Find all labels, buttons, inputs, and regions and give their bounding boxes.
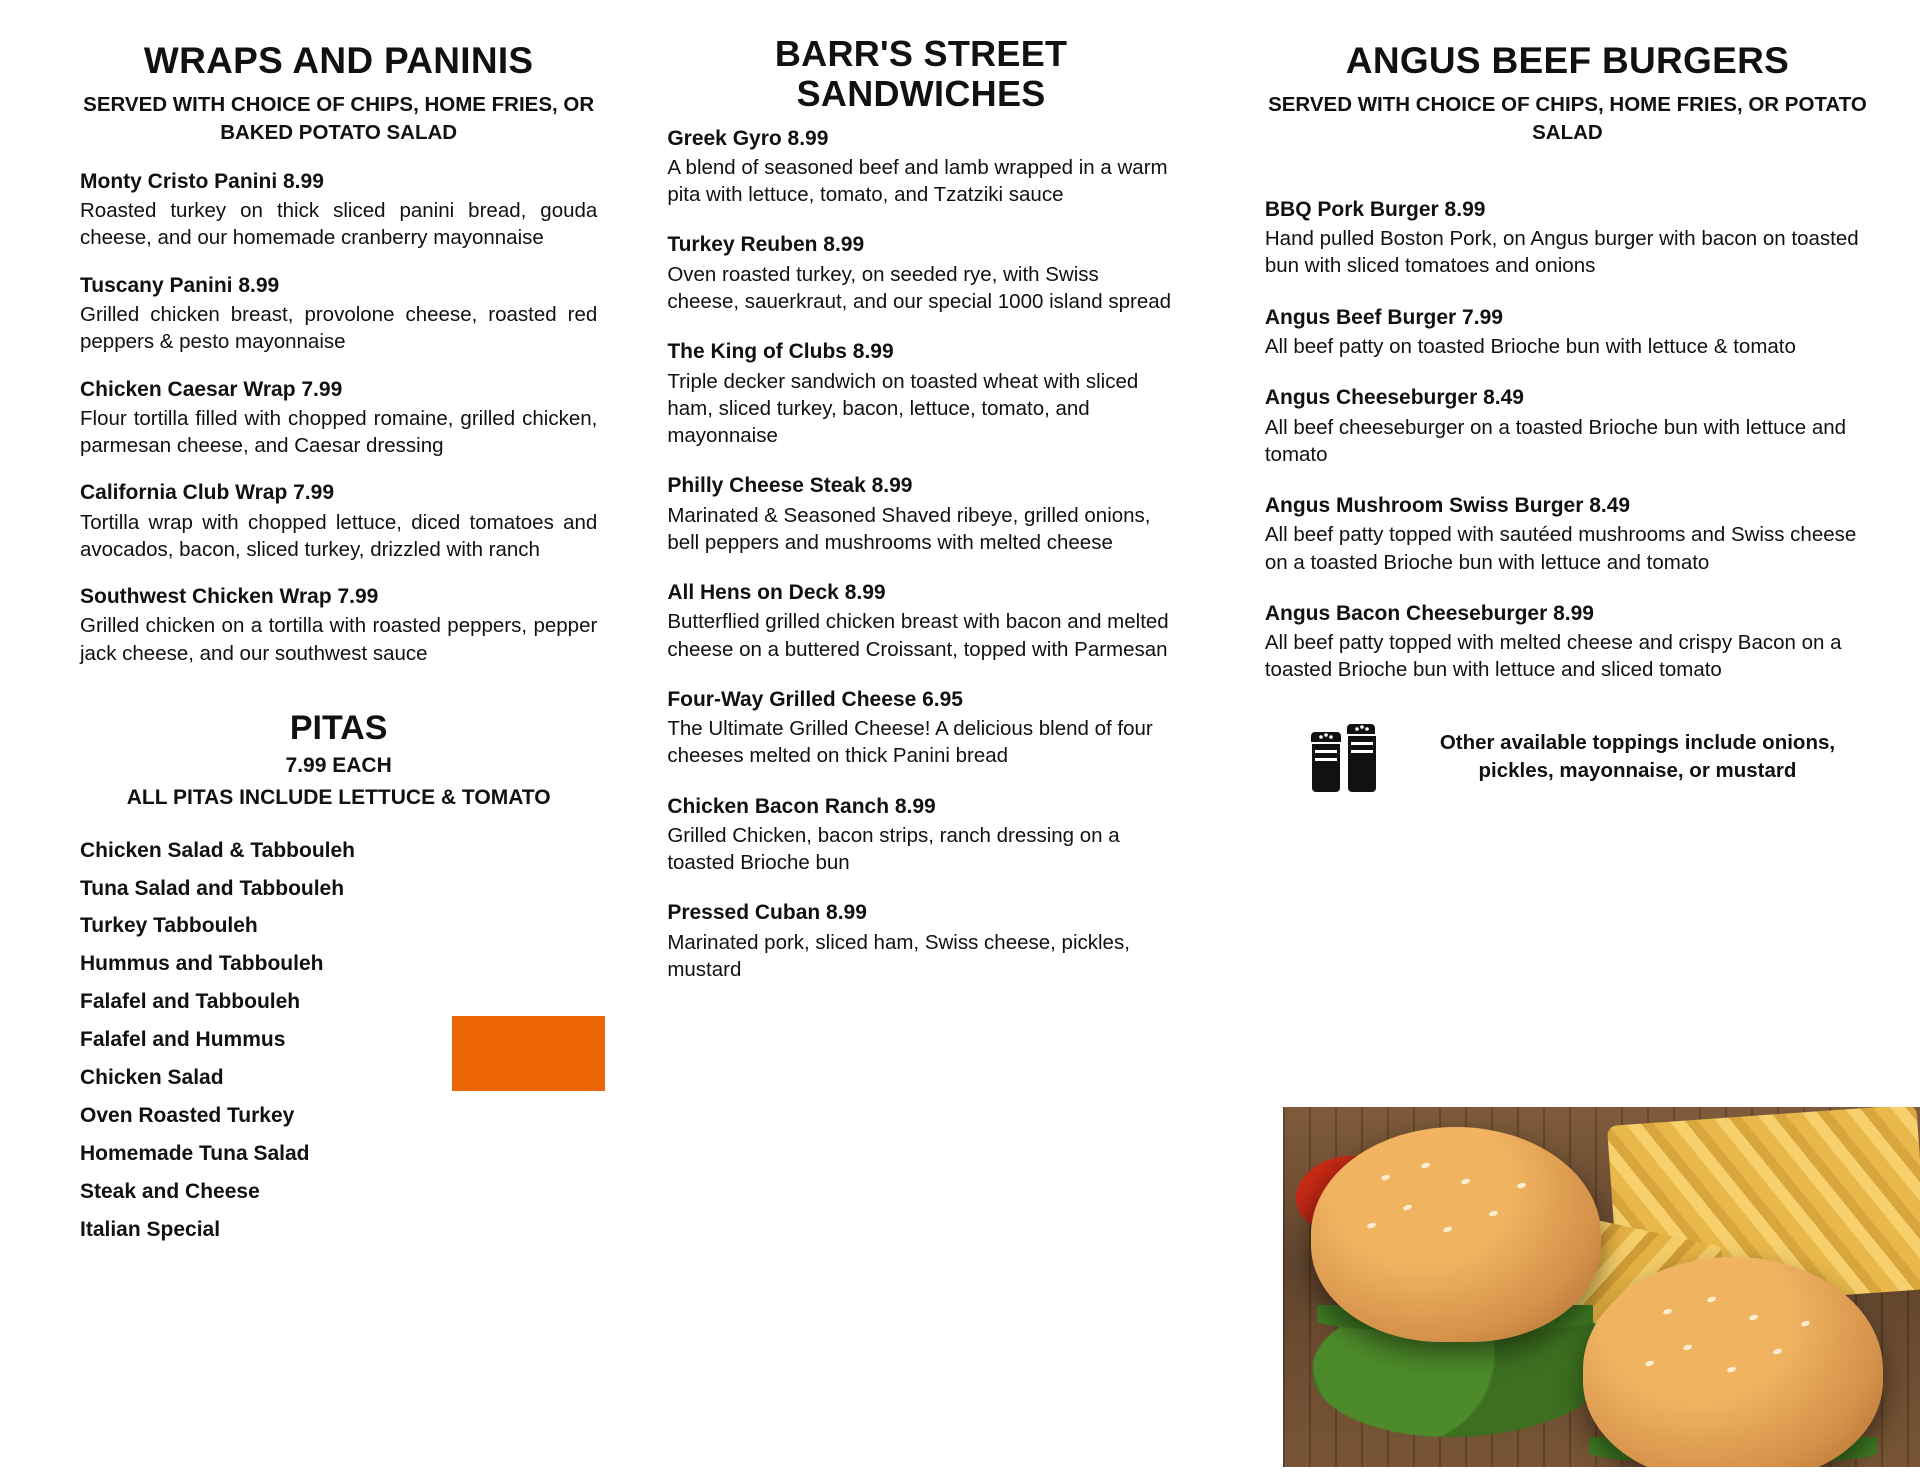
menu-item-description: Oven roasted turkey, on seeded rye, with Swiss cheese, sauerkraut, and our special 1000 island spread [667, 262, 1172, 313]
menu-item-name: Monty Cristo Panini 8.99 [80, 169, 324, 193]
menu-item-description: Flour tortilla filled with chopped romaine, grilled chicken, parmesan cheese, and Caesar dressing [80, 406, 598, 458]
menu-item [667, 686, 1175, 770]
burgers-subtitle: SERVED WITH CHOICE OF CHIPS, HOME FRIES, OR POTATO SALAD [1268, 93, 1867, 144]
menu-item-description: The Ultimate Grilled Cheese! A delicious blend of four cheeses melted on thick Panini bread [667, 717, 1153, 768]
menu-item [80, 168, 597, 252]
menu-item [667, 793, 1175, 877]
menu-item [667, 125, 1175, 209]
menu-item-name: Angus Cheeseburger 8.49 [1264, 386, 1524, 410]
menu-item [667, 472, 1175, 556]
orange-accent-block [452, 1016, 605, 1091]
burger-icon-2 [1583, 1257, 1883, 1467]
menu-item [667, 899, 1175, 983]
menu-item-description: All beef patty topped with sautéed mushrooms and Swiss cheese on a toasted Brioche bun with lettuce and tomato [1264, 523, 1857, 574]
menu-item-name: California Club Wrap 7.99 [80, 481, 334, 505]
menu-item-description: Marinated pork, sliced ham, Swiss cheese, pickles, mustard [667, 930, 1130, 981]
menu-item-name: Tuscany Panini 8.99 [80, 273, 280, 297]
menu-item-name: Chicken Caesar Wrap 7.99 [80, 377, 343, 401]
menu-item [80, 376, 597, 460]
pitas-title: PITAS [289, 708, 388, 747]
salt-and-pepper-shakers-icon [1305, 718, 1385, 796]
column-barrs-street-sandwiches [637, 22, 1205, 1484]
menu-item-name: Chicken Bacon Ranch 8.99 [667, 794, 936, 818]
menu-item-name: All Hens on Deck 8.99 [667, 581, 886, 605]
menu-item [80, 479, 597, 563]
menu-item-name: Angus Bacon Cheeseburger 8.99 [1264, 601, 1594, 625]
menu-item [1265, 492, 1870, 576]
menu-item [667, 579, 1175, 663]
menu-item-name: Angus Mushroom Swiss Burger 8.49 [1264, 494, 1631, 518]
menu-item-description: Roasted turkey on thick sliced panini bread, gouda cheese, and our homemade cranberry mayonnaise [80, 199, 598, 250]
menu-item [667, 231, 1175, 315]
menu-item-name: Angus Beef Burger 7.99 [1264, 305, 1503, 329]
menu-item-description: All beef cheeseburger on a toasted Brioche bun with lettuce and tomato [1264, 415, 1847, 466]
menu-item-name: Greek Gyro 8.99 [667, 126, 829, 150]
list-item: Turkey Tabbouleh [80, 914, 258, 938]
menu-item-name: Southwest Chicken Wrap 7.99 [80, 585, 379, 609]
list-item: Oven Roasted Turkey [80, 1103, 295, 1127]
menu-item-description: Butterflied grilled chicken breast with bacon and melted cheese on a buttered Croissant, topped with Parmesan [667, 610, 1169, 661]
menu-item-description: Tortilla wrap with chopped lettuce, diced tomatoes and avocados, bacon, sliced turkey, drizzled with ranch [80, 510, 598, 561]
menu-item-description: A blend of seasoned beef and lamb wrapped in a warm pita with lettuce, tomato, and Tzatziki sauce [667, 155, 1168, 207]
list-item: Tuna Salad and Tabbouleh [80, 876, 345, 900]
pitas-note: ALL PITAS INCLUDE LETTUCE & TOMATO [126, 786, 551, 810]
menu-item-description: Grilled Chicken, bacon strips, ranch dressing on a toasted Brioche bun [667, 823, 1120, 875]
menu-item-description: Grilled chicken on a tortilla with roasted peppers, pepper jack cheese, and our southwest sauce [80, 614, 598, 665]
toppings-note-text: Other available toppings include onions, pickles, mayonnaise, or mustard [1439, 731, 1836, 782]
menu-item-name: The King of Clubs 8.99 [667, 340, 894, 364]
menu-item [1265, 600, 1870, 684]
list-item: Hummus and Tabbouleh [80, 952, 324, 976]
menu-item [667, 338, 1175, 449]
page-title-wraps: WRAPS AND PANINIS [143, 40, 534, 81]
menu-item-description: Grilled chicken breast, provolone cheese, roasted red peppers & pesto mayonnaise [80, 303, 598, 354]
wraps-subtitle: SERVED WITH CHOICE OF CHIPS, HOME FRIES, OR BAKED POTATO SALAD [83, 93, 595, 144]
page-title-sandwiches: BARR'S STREET SANDWICHES [774, 33, 1068, 115]
burger-icon [1311, 1127, 1601, 1342]
menu-item [1265, 384, 1870, 468]
list-item: Falafel and Hummus [80, 1028, 286, 1052]
menu-item-description: All beef patty on toasted Brioche bun with lettuce & tomato [1264, 335, 1796, 359]
toppings-note [1265, 718, 1870, 796]
list-item: Steak and Cheese [80, 1179, 260, 1203]
list-item: Falafel and Tabbouleh [80, 990, 301, 1014]
list-item: Chicken Salad & Tabbouleh [80, 838, 355, 862]
burgers-and-fries-photo [1283, 1107, 1920, 1467]
menu-item-name: BBQ Pork Burger 8.99 [1264, 197, 1486, 221]
menu-item-name: Four-Way Grilled Cheese 6.95 [667, 687, 963, 711]
menu-item [1265, 196, 1870, 280]
menu-item [80, 583, 597, 667]
page-title-burgers: ANGUS BEEF BURGERS [1345, 40, 1790, 81]
menu-item-description: Marinated & Seasoned Shaved ribeye, grilled onions, bell peppers and mushrooms with melted cheese [667, 503, 1151, 554]
list-item: Chicken Salad [80, 1066, 224, 1090]
menu-item-description: Hand pulled Boston Pork, on Angus burger with bacon on toasted bun with sliced tomatoes and onions [1264, 227, 1859, 278]
column-wraps-and-paninis [30, 22, 637, 1484]
menu-item [1265, 304, 1870, 361]
list-item: Italian Special [80, 1217, 221, 1241]
menu-item-name: Pressed Cuban 8.99 [667, 901, 867, 925]
menu-item-description: Triple decker sandwich on toasted wheat with sliced ham, sliced turkey, bacon, lettuce, tomato, and mayonnaise [667, 369, 1139, 448]
menu-item-name: Philly Cheese Steak 8.99 [667, 474, 913, 498]
list-item: Homemade Tuna Salad [80, 1141, 310, 1165]
pitas-price: 7.99 EACH [285, 753, 392, 777]
menu-item-description: All beef patty topped with melted cheese and crispy Bacon on a toasted Brioche bun with lettuce and sliced tomato [1264, 631, 1842, 682]
menu-item-name: Turkey Reuben 8.99 [667, 233, 865, 257]
menu-item [80, 272, 597, 356]
